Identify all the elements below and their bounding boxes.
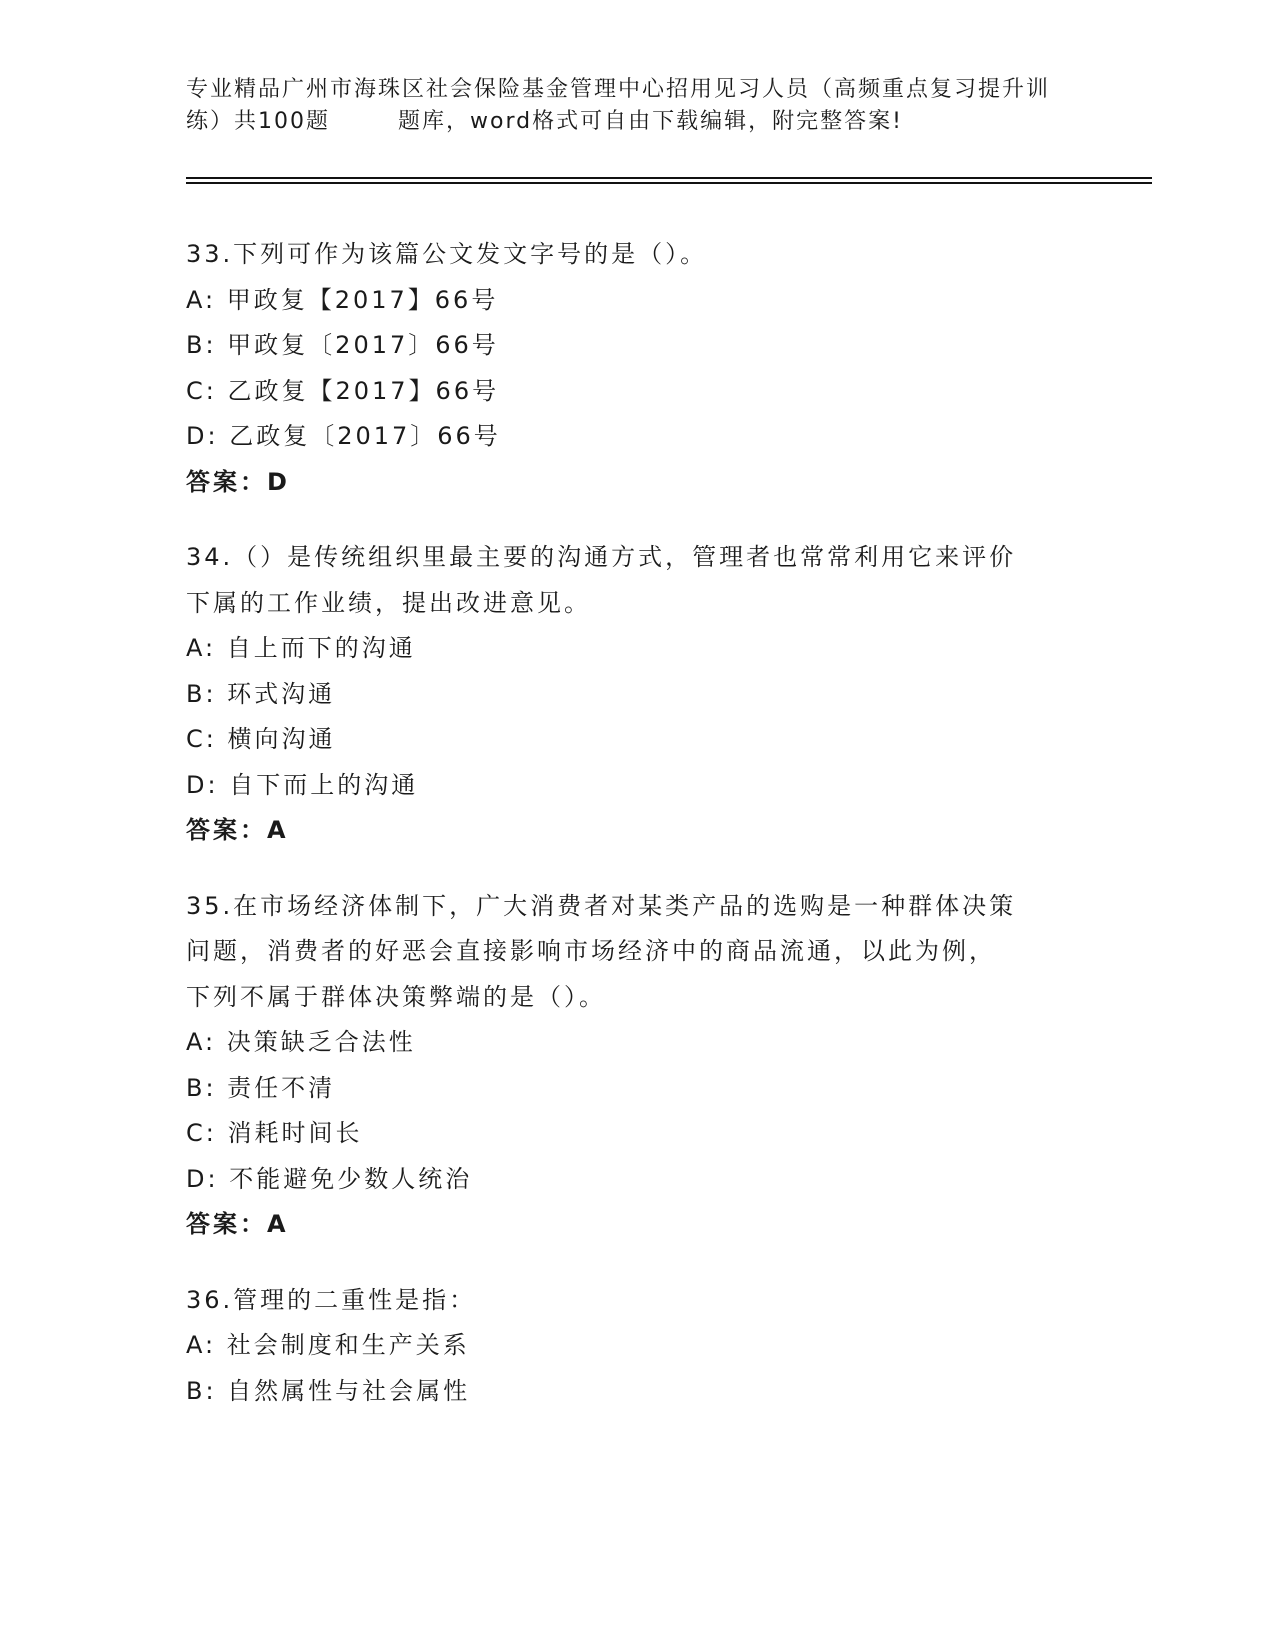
question-stem-cont: 下列不属于群体决策弊端的是（）。 [186,982,606,1011]
question-list [186,232,1086,1444]
option-a: A: 决策缺乏合法性 [186,1028,416,1056]
question-stem: 34.（）是传统组织里最主要的沟通方式，管理者也常常利用它来评价 [186,543,1017,571]
question-35 [186,884,1086,1248]
header-divider-bottom [186,182,1152,184]
question-stem: 36.管理的二重性是指： [186,1285,477,1314]
header-title-line-2 [186,106,1086,138]
option-d: D: 不能避免少数人统治 [186,1164,473,1193]
option-a: A: 社会制度和生产关系 [186,1331,470,1359]
option-b: B: 环式沟通 [186,679,336,708]
question-36 [186,1278,1086,1415]
option-b: B: 甲政复〔2017〕66号 [186,331,499,359]
option-a: A: 甲政复【2017】66号 [186,285,499,314]
header-question-count: 练）共100题 [186,109,330,134]
option-c: C: 消耗时间长 [186,1119,363,1147]
question-34 [186,535,1086,854]
header-divider-top [186,177,1152,179]
answer-key: 答案：A [186,1210,289,1238]
option-b: B: 自然属性与社会属性 [186,1376,471,1405]
header-title-line-1: 专业精品广州市海珠区社会保险基金管理中心招用见习人员（高频重点复习提升训 [186,77,1051,102]
option-d: D: 自下而上的沟通 [186,770,419,799]
answer-key: 答案：A [186,816,289,844]
question-stem: 33.下列可作为该篇公文发文字号的是（）。 [186,240,708,268]
question-stem: 35.在市场经济体制下，广大消费者对某类产品的选购是一种群体决策 [186,891,1017,920]
question-33 [186,232,1086,505]
option-c: C: 乙政复【2017】66号 [186,376,500,405]
option-a: A: 自上而下的沟通 [186,634,416,662]
option-c: C: 横向沟通 [186,725,336,753]
option-b: B: 责任不清 [186,1073,336,1102]
question-stem-cont: 下属的工作业绩，提出改进意见。 [186,588,591,617]
option-d: D: 乙政复〔2017〕66号 [186,422,501,450]
answer-key: 答案：D [186,467,290,496]
question-stem-cont: 问题，消费者的好恶会直接影响市场经济中的商品流通，以此为例， [186,937,996,965]
header-download-note: 题库，word格式可自由下载编辑，附完整答案! [398,109,903,134]
document-header [186,74,1086,138]
